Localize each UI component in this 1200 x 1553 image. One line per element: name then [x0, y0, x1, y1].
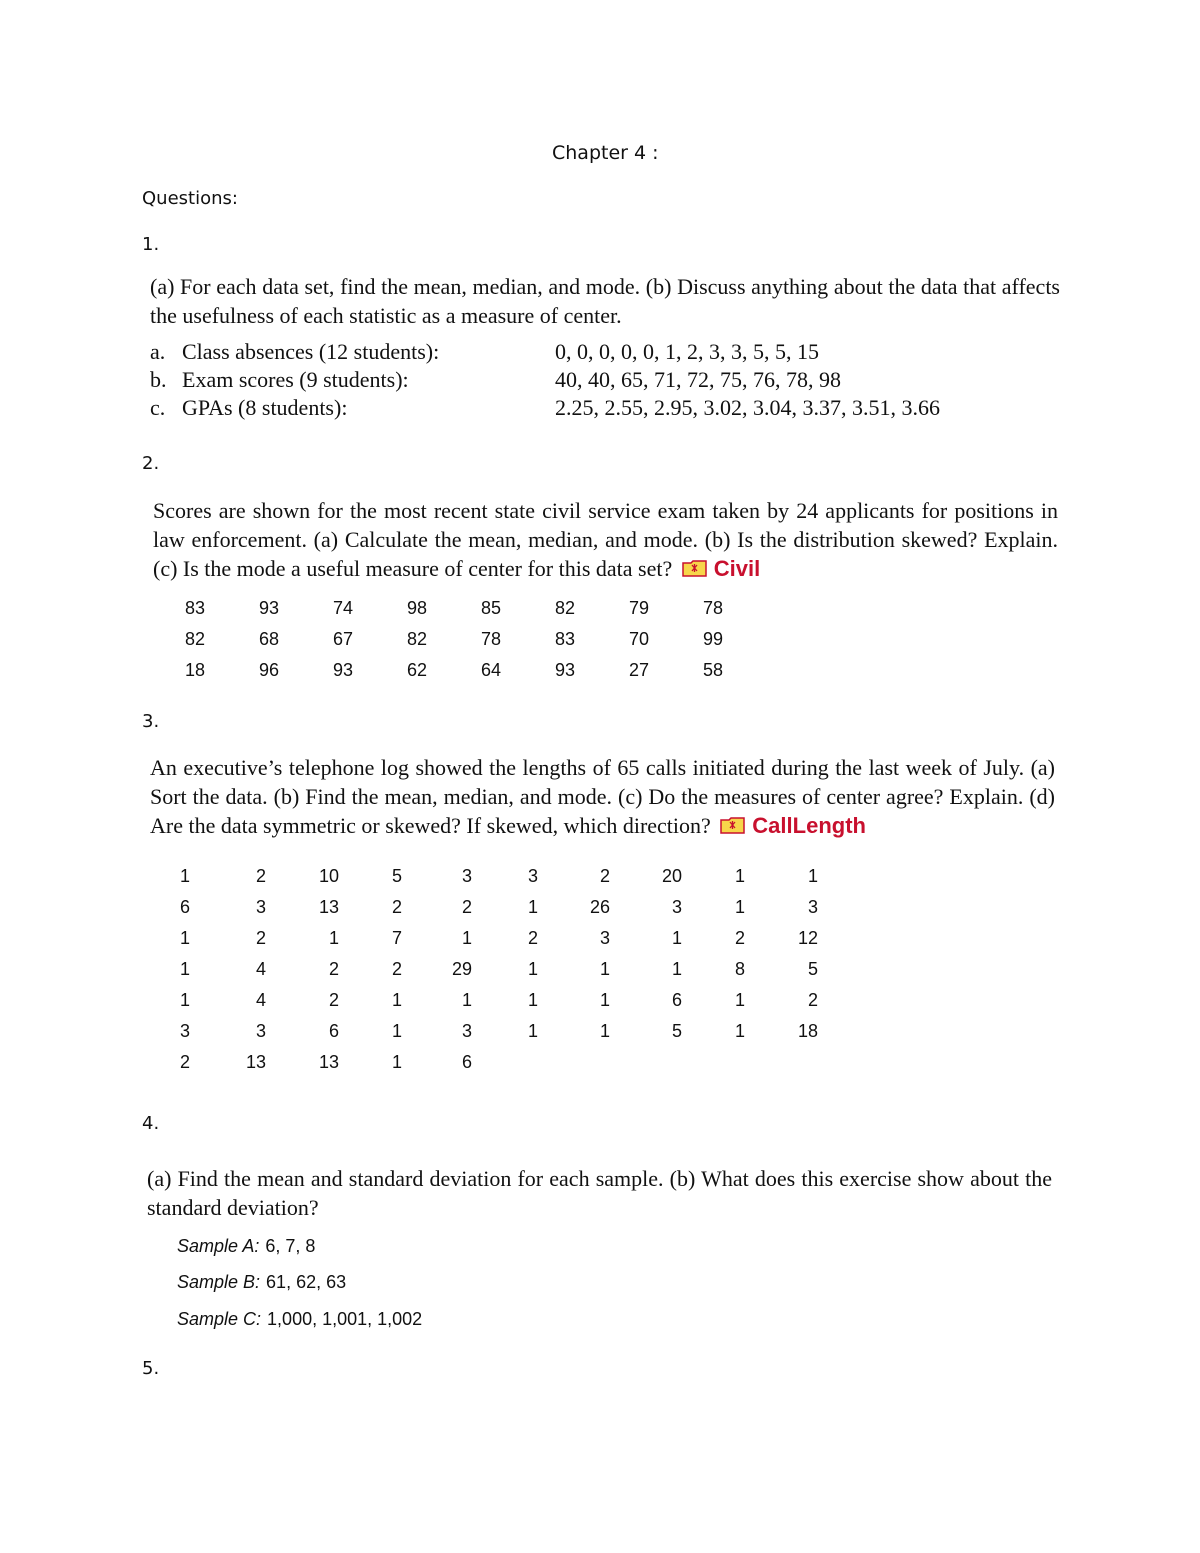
- question-3-text-body: An executive’s telephone log showed the lengths of 65 calls initiated during the last week of July. (a) Sort the data. (b) Find the mean, median, and mode. (c) Do the measures of center agree? Explain. (d) Are the data symmetric or skewed? If skewed, which direction?: [150, 755, 1055, 838]
- table-cell: 1: [461, 990, 472, 1010]
- table-cell: 82: [184, 629, 205, 649]
- table-cell: 82: [554, 598, 575, 618]
- table-cell: 2: [255, 866, 266, 886]
- question-1-prompt: [150, 272, 1060, 330]
- data-file-name: Civil: [713, 556, 761, 581]
- question-2-prompt: [153, 496, 1058, 583]
- dataset-label: GPAs (8 students):: [182, 395, 348, 420]
- table-cell: 1: [179, 959, 190, 979]
- table-cell: 1: [527, 1021, 538, 1041]
- question-2-text: [153, 496, 1058, 583]
- question-1-number: 1.: [142, 234, 160, 255]
- call-length-table: [150, 866, 830, 1081]
- table-cell: 3: [599, 928, 610, 948]
- table-cell: 1: [734, 897, 745, 917]
- table-cell: 1: [671, 959, 682, 979]
- table-cell: 98: [406, 598, 427, 618]
- question-4-number: 4.: [142, 1113, 160, 1134]
- table-cell: 3: [255, 1021, 266, 1041]
- question-5-number: 5.: [142, 1358, 160, 1379]
- table-cell: 1: [734, 1021, 745, 1041]
- table-cell: 2: [179, 1052, 190, 1072]
- table-cell: 99: [702, 629, 723, 649]
- sample-values: 1,000, 1,001, 1,002: [267, 1309, 423, 1329]
- question-3-number: 3.: [142, 711, 160, 732]
- table-cell: 78: [702, 598, 723, 618]
- table-cell: 2: [328, 990, 339, 1010]
- dataset-row: [150, 339, 1050, 367]
- table-cell: 1: [734, 990, 745, 1010]
- table-cell: 3: [179, 1021, 190, 1041]
- data-file-icon: [720, 816, 746, 835]
- table-cell: 82: [406, 629, 427, 649]
- table-cell: 6: [328, 1021, 339, 1041]
- table-cell: 18: [797, 1021, 818, 1041]
- question-2-number: 2.: [142, 453, 160, 474]
- table-cell: 3: [461, 1021, 472, 1041]
- dataset-letter: c.: [150, 395, 166, 420]
- dataset-label: Class absences (12 students):: [182, 339, 440, 364]
- table-cell: 1: [671, 928, 682, 948]
- table-cell: 2: [391, 959, 402, 979]
- dataset-letter: b.: [150, 367, 167, 392]
- sample-values: 6, 7, 8: [265, 1236, 316, 1256]
- table-cell: 5: [671, 1021, 682, 1041]
- table-cell: 27: [628, 660, 649, 680]
- table-cell: 10: [318, 866, 339, 886]
- table-cell: 26: [589, 897, 610, 917]
- table-cell: 6: [179, 897, 190, 917]
- sample-line: [177, 1272, 346, 1293]
- question-1-text: (a) For each data set, find the mean, median, and mode. (b) Discuss anything about the data that affects the usefulness of each statistic as a measure of center.: [150, 274, 1060, 328]
- table-cell: 5: [391, 866, 402, 886]
- dataset-row: [150, 395, 1050, 423]
- table-cell: 2: [391, 897, 402, 917]
- table-cell: 13: [245, 1052, 266, 1072]
- table-cell: 12: [797, 928, 818, 948]
- table-cell: 1: [599, 959, 610, 979]
- table-cell: 83: [184, 598, 205, 618]
- table-cell: 2: [527, 928, 538, 948]
- dataset-label: Exam scores (9 students):: [182, 367, 409, 392]
- table-cell: 1: [461, 928, 472, 948]
- table-cell: 2: [599, 866, 610, 886]
- sample-values: 61, 62, 63: [266, 1272, 347, 1292]
- table-cell: 2: [328, 959, 339, 979]
- table-cell: 68: [258, 629, 279, 649]
- data-file-tag[interactable]: [678, 556, 760, 581]
- question-3-text: [150, 753, 1055, 840]
- table-cell: 29: [451, 959, 472, 979]
- table-cell: 1: [328, 928, 339, 948]
- sample-line: [177, 1309, 422, 1330]
- table-cell: 79: [628, 598, 649, 618]
- table-cell: 2: [807, 990, 818, 1010]
- table-cell: 8: [734, 959, 745, 979]
- table-cell: 3: [527, 866, 538, 886]
- table-cell: 6: [461, 1052, 472, 1072]
- table-cell: 3: [807, 897, 818, 917]
- dataset-values: 0, 0, 0, 0, 0, 1, 2, 3, 3, 5, 5, 15: [555, 339, 819, 364]
- data-file-tag[interactable]: [716, 813, 866, 838]
- table-cell: 3: [671, 897, 682, 917]
- dataset-values: 40, 40, 65, 71, 72, 75, 76, 78, 98: [555, 367, 841, 392]
- table-cell: 1: [807, 866, 818, 886]
- table-cell: 13: [318, 897, 339, 917]
- question-3-prompt: [150, 753, 1055, 840]
- table-cell: 2: [255, 928, 266, 948]
- page-title: Chapter 4 :: [552, 142, 659, 164]
- table-cell: 74: [332, 598, 353, 618]
- table-cell: 93: [554, 660, 575, 680]
- table-cell: 1: [391, 1021, 402, 1041]
- table-cell: 1: [599, 990, 610, 1010]
- civil-scores-table: [165, 598, 765, 693]
- questions-heading: Questions:: [142, 188, 238, 209]
- table-cell: 58: [702, 660, 723, 680]
- table-cell: 3: [255, 897, 266, 917]
- table-cell: 1: [179, 928, 190, 948]
- table-cell: 18: [184, 660, 205, 680]
- table-cell: 6: [671, 990, 682, 1010]
- table-cell: 5: [807, 959, 818, 979]
- table-cell: 1: [179, 990, 190, 1010]
- table-cell: 96: [258, 660, 279, 680]
- table-cell: 1: [599, 1021, 610, 1041]
- table-cell: 1: [391, 1052, 402, 1072]
- sample-label: Sample B:: [177, 1272, 261, 1292]
- table-cell: 1: [527, 990, 538, 1010]
- table-cell: 93: [332, 660, 353, 680]
- table-cell: 67: [332, 629, 353, 649]
- question-4-text: (a) Find the mean and standard deviation for each sample. (b) What does this exercise show about the standard deviation?: [147, 1166, 1052, 1220]
- dataset-row: [150, 367, 1050, 395]
- table-cell: 20: [661, 866, 682, 886]
- table-cell: 1: [734, 866, 745, 886]
- question-2-text-body: Scores are shown for the most recent state civil service exam taken by 24 applicants for positions in law enforcement. (a) Calculate the mean, median, and mode. (b) Is the distribution skewed? Explain. (c) Is the mode a useful measure of center for this data set?: [153, 498, 1058, 581]
- data-file-icon: [682, 559, 708, 578]
- table-cell: 64: [480, 660, 501, 680]
- table-cell: 1: [527, 897, 538, 917]
- table-cell: 7: [391, 928, 402, 948]
- table-cell: 1: [527, 959, 538, 979]
- table-cell: 85: [480, 598, 501, 618]
- data-file-name: CallLength: [752, 813, 866, 838]
- table-cell: 83: [554, 629, 575, 649]
- table-cell: 62: [406, 660, 427, 680]
- table-cell: 1: [179, 866, 190, 886]
- table-cell: 2: [734, 928, 745, 948]
- table-cell: 93: [258, 598, 279, 618]
- sample-line: [177, 1236, 315, 1257]
- sample-label: Sample A:: [177, 1236, 260, 1256]
- table-cell: 70: [628, 629, 649, 649]
- table-cell: 1: [391, 990, 402, 1010]
- dataset-values: 2.25, 2.55, 2.95, 3.02, 3.04, 3.37, 3.51, 3.66: [555, 395, 940, 420]
- table-cell: 4: [255, 959, 266, 979]
- table-cell: 4: [255, 990, 266, 1010]
- table-cell: 2: [461, 897, 472, 917]
- dataset-letter: a.: [150, 339, 166, 364]
- table-cell: 3: [461, 866, 472, 886]
- table-cell: 13: [318, 1052, 339, 1072]
- sample-label: Sample C:: [177, 1309, 262, 1329]
- question-4-prompt: [147, 1164, 1052, 1222]
- table-cell: 78: [480, 629, 501, 649]
